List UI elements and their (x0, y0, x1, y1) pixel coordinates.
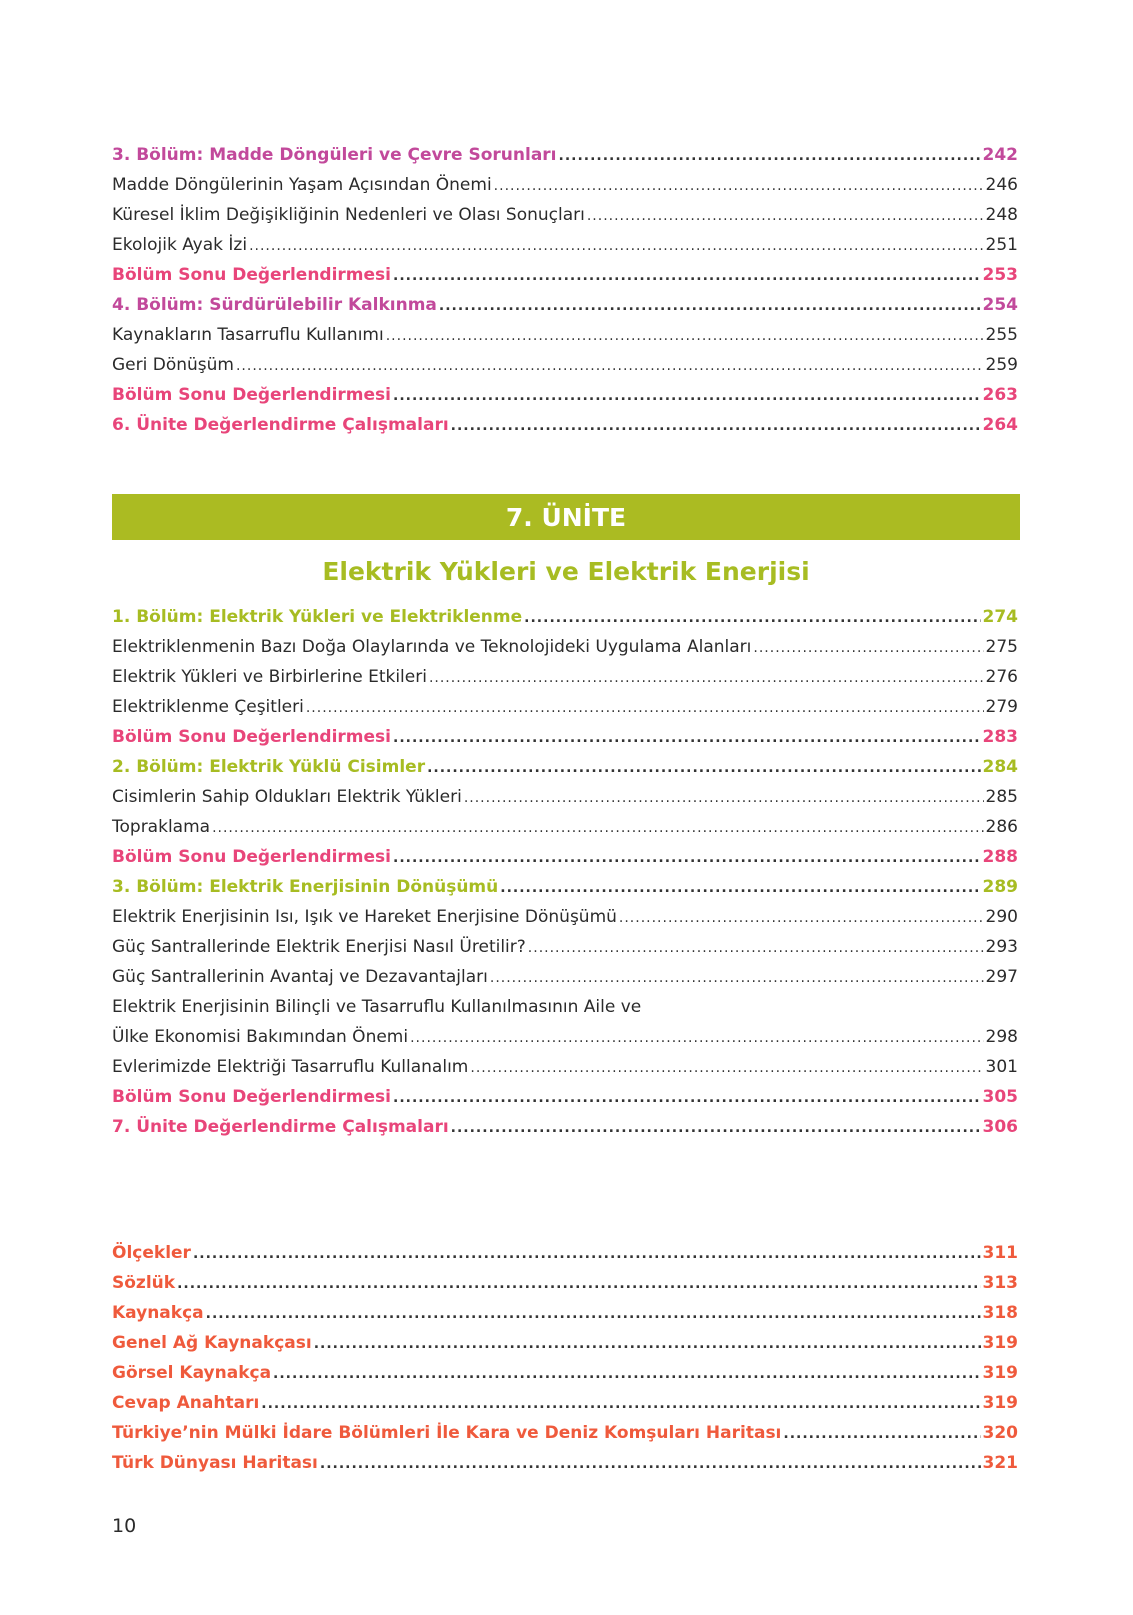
toc-entry[interactable] (112, 602, 1018, 632)
toc-entry-title: Cisimlerin Sahip Oldukları Elektrik Yükleri (112, 787, 462, 807)
toc-entry[interactable] (112, 932, 1018, 962)
dot-leader (393, 723, 981, 753)
dot-leader (193, 1239, 981, 1269)
dot-leader (393, 381, 981, 411)
dot-leader (429, 663, 984, 693)
toc-entry-page: 255 (985, 325, 1018, 345)
dot-leader (314, 1329, 981, 1359)
toc-entry-title: Kaynakların Tasarruflu Kullanımı (112, 325, 384, 345)
dot-leader (439, 291, 981, 321)
toc-entry-page: 246 (985, 175, 1018, 195)
toc-entry-page: 259 (985, 355, 1018, 375)
toc-entry-title: Elektrik Enerjisinin Bilinçli ve Tasarruflu Kullanılmasının Aile ve (112, 997, 642, 1017)
toc-entry-page: 288 (982, 847, 1018, 867)
toc-entry-title: Evlerimizde Elektriği Tasarruflu Kullanalım (112, 1057, 469, 1077)
toc-entry-page: 305 (982, 1087, 1018, 1107)
toc-entry-title: Genel Ağ Kaynakçası (112, 1333, 312, 1353)
dot-leader (587, 201, 984, 231)
toc-entry[interactable] (112, 1022, 1018, 1052)
toc-section-unit6 (112, 140, 1018, 440)
toc-entry-page: 274 (982, 607, 1018, 627)
toc-entry-title: Küresel İklim Değişikliğinin Nedenleri ve Olası Sonuçları (112, 205, 585, 225)
toc-entry-page: 253 (982, 265, 1018, 285)
toc-entry-page: 319 (982, 1333, 1018, 1353)
toc-entry-title: Topraklama (112, 817, 211, 837)
dot-leader (386, 321, 984, 351)
toc-entry-page: 318 (982, 1303, 1018, 1323)
toc-entry[interactable] (112, 200, 1018, 230)
toc-entry[interactable] (112, 1448, 1018, 1478)
dot-leader (212, 813, 983, 843)
dot-leader (393, 1083, 981, 1113)
dot-leader (524, 603, 980, 633)
toc-entry[interactable] (112, 782, 1018, 812)
toc-entry[interactable] (112, 722, 1018, 752)
toc-entry-title: Ekolojik Ayak İzi (112, 235, 248, 255)
dot-leader (273, 1359, 980, 1389)
toc-entry-title: Geri Dönüşüm (112, 355, 234, 375)
toc-entry-page: 285 (985, 787, 1018, 807)
toc-entry[interactable] (112, 1298, 1018, 1328)
toc-entry-title: 3. Bölüm: Madde Döngüleri ve Çevre Sorunları (112, 145, 557, 165)
toc-entry-title: Türkiye’nin Mülki İdare Bölümleri İle Kara ve Deniz Komşuları Haritası (112, 1423, 782, 1443)
toc-entry[interactable] (112, 350, 1018, 380)
toc-entry[interactable] (112, 1268, 1018, 1298)
toc-entry-title: Bölüm Sonu Değerlendirmesi (112, 265, 391, 285)
toc-entry-page: 275 (985, 637, 1018, 657)
toc-entry[interactable] (112, 170, 1018, 200)
toc-entry-page: 286 (985, 817, 1018, 837)
dot-leader (320, 1449, 981, 1479)
toc-entry-page: 301 (985, 1057, 1018, 1077)
toc-entry-page: 319 (982, 1363, 1018, 1383)
toc-entry[interactable] (112, 812, 1018, 842)
dot-leader (464, 783, 984, 813)
unit-title: Elektrik Yükleri ve Elektrik Enerjisi (322, 557, 810, 586)
toc-entry[interactable] (112, 230, 1018, 260)
toc-entry-page: 284 (982, 757, 1018, 777)
toc-entry-page: 279 (985, 697, 1018, 717)
toc-entry-page: 297 (985, 967, 1018, 987)
toc-entry-page: 254 (982, 295, 1018, 315)
toc-entry-page: 298 (985, 1027, 1018, 1047)
toc-entry[interactable] (112, 752, 1018, 782)
toc-entry[interactable] (112, 632, 1018, 662)
toc-entry-title: Madde Döngülerinin Yaşam Açısından Önemi (112, 175, 492, 195)
toc-entry-title: 6. Ünite Değerlendirme Çalışmaları (112, 415, 449, 435)
toc-entry[interactable] (112, 1052, 1018, 1082)
toc-entry-title: 4. Bölüm: Sürdürülebilir Kalkınma (112, 295, 437, 315)
toc-entry[interactable] (112, 1418, 1018, 1448)
toc-entry[interactable] (112, 842, 1018, 872)
toc-entry-page: 311 (982, 1243, 1018, 1263)
dot-leader (619, 903, 984, 933)
dot-leader (783, 1419, 980, 1449)
toc-entry-title: Türk Dünyası Haritası (112, 1453, 318, 1473)
toc-entry-title: 1. Bölüm: Elektrik Yükleri ve Elektriklenme (112, 607, 523, 627)
toc-entry-title: Görsel Kaynakça (112, 1363, 272, 1383)
dot-leader (470, 1053, 983, 1083)
dot-leader (249, 231, 983, 261)
toc-entry-title: Bölüm Sonu Değerlendirmesi (112, 1087, 391, 1107)
toc-entry-title: 7. Ünite Değerlendirme Çalışmaları (112, 1117, 449, 1137)
toc-entry[interactable] (112, 380, 1018, 410)
toc-entry-page: 242 (982, 145, 1018, 165)
dot-leader (206, 1299, 981, 1329)
dot-leader (528, 933, 984, 963)
toc-entry[interactable] (112, 992, 1018, 1022)
toc-entry-title: Elektriklenmenin Bazı Doğa Olaylarında ve Teknolojideki Uygulama Alanları (112, 637, 752, 657)
dot-leader (393, 261, 981, 291)
toc-entry-title: Elektrik Enerjisinin Isı, Işık ve Hareket Enerjisine Dönüşümü (112, 907, 617, 927)
toc-entry[interactable] (112, 1388, 1018, 1418)
dot-leader (261, 1389, 980, 1419)
toc-entry[interactable] (112, 962, 1018, 992)
toc-entry-page: 289 (982, 877, 1018, 897)
toc-entry-page: 306 (982, 1117, 1018, 1137)
dot-leader (451, 411, 981, 441)
toc-entry-title: Cevap Anahtarı (112, 1393, 260, 1413)
toc-entry[interactable] (112, 692, 1018, 722)
toc-entry[interactable] (112, 872, 1018, 902)
toc-entry[interactable] (112, 1082, 1018, 1112)
unit-banner: 7. ÜNİTE (112, 494, 1020, 540)
dot-leader (559, 141, 981, 171)
dot-leader (427, 753, 980, 783)
toc-entry[interactable] (112, 410, 1018, 440)
toc-entry-title: 2. Bölüm: Elektrik Yüklü Cisimler (112, 757, 426, 777)
toc-entry-title: Güç Santrallerinde Elektrik Enerjisi Nasıl Üretilir? (112, 937, 526, 957)
dot-leader (236, 351, 984, 381)
dot-leader (753, 633, 983, 663)
page-number: 10 (112, 1515, 137, 1537)
toc-entry-title: Ölçekler (112, 1243, 191, 1263)
toc-entry-page: 283 (982, 727, 1018, 747)
toc-entry-title: Bölüm Sonu Değerlendirmesi (112, 727, 391, 747)
toc-entry[interactable] (112, 662, 1018, 692)
dot-leader (306, 693, 984, 723)
dot-leader (490, 963, 984, 993)
toc-entry[interactable] (112, 902, 1018, 932)
toc-entry[interactable] (112, 1328, 1018, 1358)
toc-entry-page: 319 (982, 1393, 1018, 1413)
dot-leader (494, 171, 984, 201)
toc-entry-title: Bölüm Sonu Değerlendirmesi (112, 385, 391, 405)
dot-leader (177, 1269, 980, 1299)
toc-entry[interactable] (112, 320, 1018, 350)
toc-entry[interactable] (112, 290, 1018, 320)
toc-entry-page: 251 (985, 235, 1018, 255)
toc-entry-page: 290 (985, 907, 1018, 927)
toc-entry[interactable] (112, 1238, 1018, 1268)
toc-entry[interactable] (112, 1358, 1018, 1388)
toc-entry-page: 263 (982, 385, 1018, 405)
toc-entry-title: 3. Bölüm: Elektrik Enerjisinin Dönüşümü (112, 877, 499, 897)
toc-section-unit7 (112, 602, 1018, 1142)
toc-entry[interactable] (112, 260, 1018, 290)
toc-entry-title: Elektrik Yükleri ve Birbirlerine Etkileri (112, 667, 427, 687)
dot-leader (451, 1113, 981, 1143)
toc-entry-title: Sözlük (112, 1273, 176, 1293)
toc-entry-page: 293 (985, 937, 1018, 957)
toc-entry-page: 313 (982, 1273, 1018, 1293)
toc-entry-page: 248 (985, 205, 1018, 225)
toc-entry-page: 264 (982, 415, 1018, 435)
toc-entry-page: 321 (982, 1453, 1018, 1473)
toc-entry-page: 320 (982, 1423, 1018, 1443)
toc-entry-title: Bölüm Sonu Değerlendirmesi (112, 847, 391, 867)
dot-leader (500, 873, 980, 903)
toc-section-appendix (112, 1238, 1018, 1478)
toc-entry[interactable] (112, 1112, 1018, 1142)
toc-entry-title: Elektriklenme Çeşitleri (112, 697, 304, 717)
toc-entry-title: Kaynakça (112, 1303, 204, 1323)
toc-entry[interactable] (112, 140, 1018, 170)
dot-leader (393, 843, 981, 873)
toc-entry-title: Güç Santrallerinin Avantaj ve Dezavantajları (112, 967, 488, 987)
toc-entry-title: Ülke Ekonomisi Bakımından Önemi (112, 1027, 409, 1047)
dot-leader (410, 1023, 983, 1053)
toc-entry-page: 276 (985, 667, 1018, 687)
